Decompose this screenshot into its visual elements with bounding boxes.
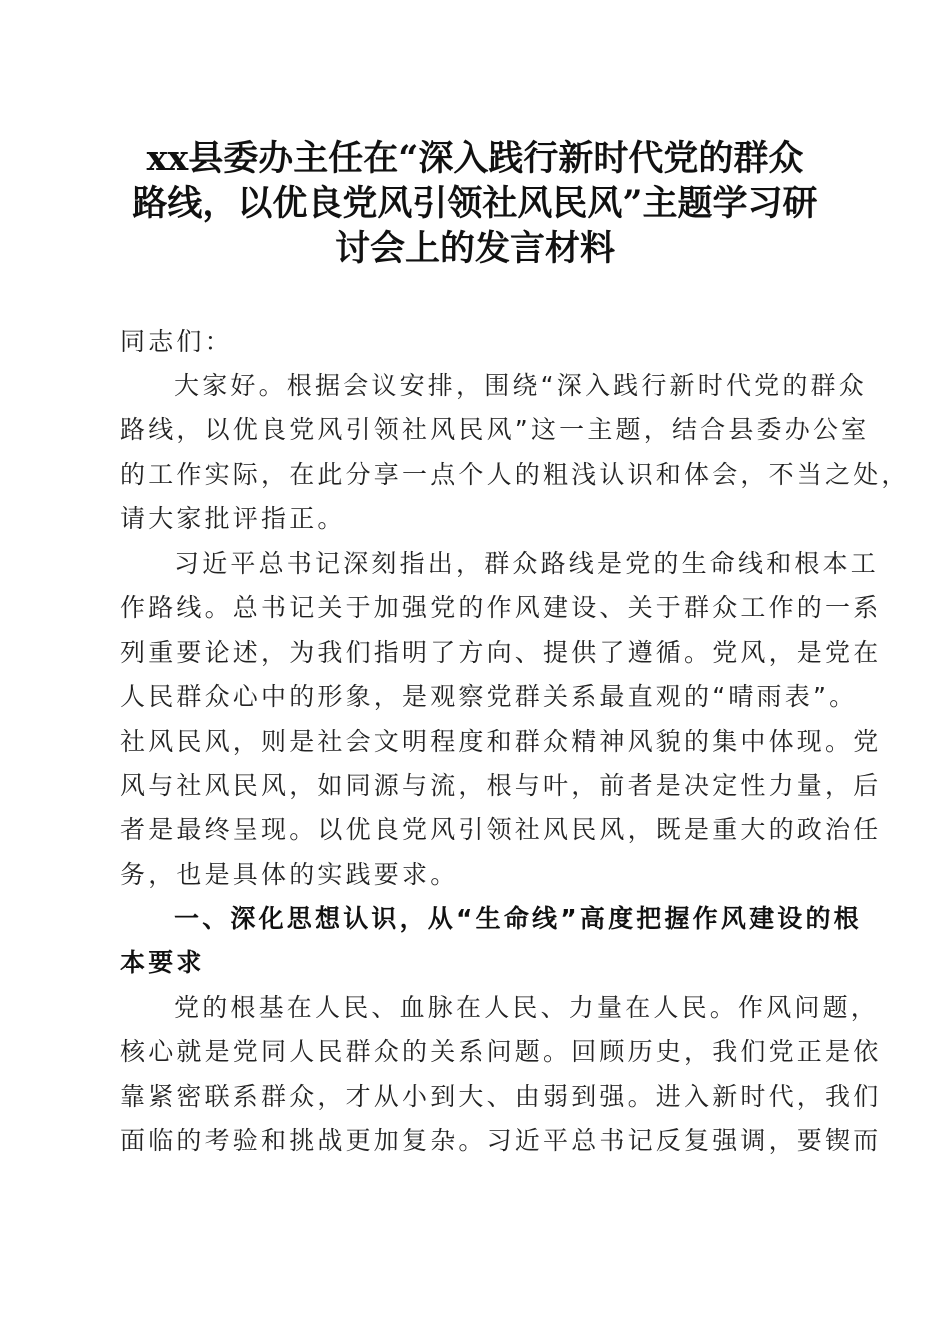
salutation-text: 同志们： (120, 327, 233, 356)
paragraph-line: 社风民风，则是社会文明程度和群众精神风貌的集中体现。党 (120, 726, 882, 756)
paragraph-line: 者是最终呈现。以优良党风引领社风民风，既是重大的政治任 (120, 815, 882, 845)
title-line: xx县委办主任在“深入践行新时代党的群众 (146, 138, 804, 179)
salutation (120, 320, 830, 364)
paragraph-line: 风与社风民风，如同源与流，根与叶，前者是决定性力量，后 (120, 770, 882, 800)
paragraph-line: 靠紧密联系群众，才从小到大、由弱到强。进入新时代，我们 (120, 1081, 882, 1111)
title-line: 讨会上的发言材料 (334, 228, 615, 269)
paragraph-line: 路线，以优良党风引领社风民风”这一主题，结合县委办公室 (120, 415, 870, 445)
title-line: 路线，以优良党风引领社风民风”主题学习研 (132, 183, 818, 224)
paragraph-line: 请大家批评指正。 (120, 504, 346, 534)
paragraph-line: 大家好。根据会议安排，围绕“深入践行新时代党的群众 (174, 371, 867, 400)
document-title (100, 136, 850, 271)
paragraph-line: 面临的考验和挑战更加复杂。习近平总书记反复强调，要锲而 (120, 1126, 882, 1156)
paragraph-line: 习近平总书记深刻指出，群众路线是党的生命线和根本工 (174, 549, 880, 578)
paragraph-line: 列重要论述，为我们指明了方向、提供了遵循。党风，是党在 (120, 637, 882, 667)
paragraph-line: 作路线。总书记关于加强党的作风建设、关于群众工作的一系 (120, 593, 882, 623)
paragraph-line: 党的根基在人民、血脉在人民、力量在人民。作风问题， (174, 993, 880, 1022)
paragraph-line: 务，也是具体的实践要求。 (120, 859, 459, 889)
paragraph-line: 核心就是党同人民群众的关系问题。回顾历史，我们党正是依 (120, 1037, 882, 1067)
paragraph-line: 人民群众心中的形象，是观察党群关系最直观的“晴雨表”。 (120, 682, 858, 712)
paragraph-section-1 (120, 986, 882, 1164)
paragraph-line: 的工作实际，在此分享一点个人的粗浅认识和体会，不当之处， (120, 459, 910, 489)
paragraph-context (120, 542, 882, 897)
section-heading-1 (120, 897, 862, 986)
heading-line: 一、深化思想认识，从“生命线”高度把握作风建设的根 (174, 904, 862, 933)
paragraph-opening (120, 364, 910, 542)
heading-line: 本要求 (120, 948, 205, 978)
